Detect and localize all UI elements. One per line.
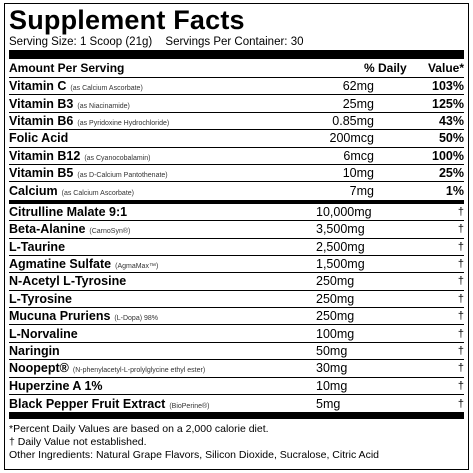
vitamin-row (9, 182, 464, 199)
nutrient-source-note: (N-phenylacetyl-L-prolylglycine ethyl ester) (72, 367, 206, 375)
pct-daily-header: % Daily (364, 61, 407, 75)
nutrient-name-text: Vitamin B5 (9, 166, 74, 181)
ingredient-row (9, 308, 464, 325)
nutrient-amount: 5mg (316, 396, 341, 411)
nutrient-amount: 250mg (316, 291, 355, 306)
vitamin-row (9, 113, 464, 130)
nutrient-name-text: Naringin (9, 344, 60, 359)
nutrient-name-text: Calcium (9, 184, 58, 199)
footnote-daily-values: *Percent Daily Values are based on a 2,000 calorie diet. (9, 423, 269, 436)
nutrient-daily-value: 25% (438, 166, 464, 181)
nutrient-name (9, 114, 316, 128)
ingredient-row (9, 273, 464, 290)
nutrient-daily-value: † (457, 327, 464, 340)
nutrient-daily-value: † (457, 240, 464, 253)
nutrient-name-text: Mucuna Pruriens (9, 309, 111, 324)
nutrient-daily-value: 43% (438, 113, 464, 128)
nutrient-amount: 0.85mg (332, 113, 374, 128)
nutrient-amount: 30mg (316, 361, 348, 376)
ingredient-row (9, 378, 464, 395)
ingredient-row (9, 256, 464, 273)
footnote-dagger: † Daily Value not established. (9, 436, 147, 449)
nutrient-source-note: (as D-Calcium Pantothenate) (77, 172, 168, 180)
nutrient-daily-value: † (457, 205, 464, 218)
nutrient-source-note: (CarnoSyn®) (89, 228, 131, 236)
nutrient-name (9, 361, 316, 375)
vitamin-row (9, 148, 464, 165)
vitamin-row (9, 165, 464, 182)
bottom-divider (9, 412, 464, 419)
nutrient-source-note: (L-Dopa) 98% (114, 315, 158, 323)
nutrient-name (9, 274, 316, 288)
nutrient-name (9, 184, 316, 198)
footnotes (9, 423, 464, 462)
nutrient-name-text: Beta-Alanine (9, 222, 86, 237)
nutrient-daily-value: † (457, 292, 464, 305)
nutrient-daily-value: † (457, 345, 464, 358)
vitamin-row (9, 78, 464, 95)
supplement-facts-panel (4, 3, 469, 470)
nutrient-source-note: (AgmaMax™) (115, 263, 159, 271)
nutrient-amount: 7mg (349, 184, 374, 199)
ingredient-row (9, 360, 464, 377)
panel-title: Supplement Facts (9, 5, 245, 35)
nutrient-daily-value: 1% (445, 184, 464, 199)
ingredient-row (9, 221, 464, 238)
nutrient-daily-value: 125% (432, 96, 464, 111)
nutrient-name (9, 379, 316, 393)
nutrient-name (9, 327, 316, 341)
nutrient-name-text: L-Tyrosine (9, 291, 72, 306)
nutrient-name-text: Vitamin B12 (9, 148, 81, 163)
nutrient-daily-value: 50% (438, 131, 464, 146)
nutrient-name-text: Vitamin C (9, 79, 67, 94)
amount-header: Amount Per Serving (9, 61, 125, 75)
nutrient-daily-value: † (457, 310, 464, 323)
nutrient-amount: 1,500mg (316, 257, 365, 272)
nutrient-name-text: Citrulline Malate 9:1 (9, 204, 128, 219)
nutrient-daily-value: † (457, 275, 464, 288)
nutrient-daily-value: 103% (432, 79, 464, 94)
serving-size: Serving Size: 1 Scoop (21g) (9, 36, 153, 48)
nutrient-name (9, 222, 316, 236)
nutrient-name-text: Folic Acid (9, 131, 69, 146)
nutrient-source-note: (BioPerine®) (169, 402, 210, 410)
nutrient-name-text: Agmatine Sulfate (9, 257, 112, 272)
nutrient-amount: 250mg (316, 309, 355, 324)
thick-divider (9, 50, 464, 59)
nutrient-source-note: (as Pyridoxine Hydrochloride) (77, 119, 170, 127)
nutrient-amount: 250mg (316, 274, 355, 289)
nutrient-name (9, 97, 316, 111)
nutrient-name (9, 79, 316, 93)
nutrient-name-text: Vitamin B6 (9, 113, 74, 128)
ingredient-row (9, 291, 464, 308)
nutrient-amount: 3,500mg (316, 222, 365, 237)
nutrient-name (9, 292, 316, 306)
nutrient-source-note: (as Calcium Ascorbate) (70, 85, 143, 93)
nutrient-daily-value: † (457, 397, 464, 410)
nutrient-name-text: Black Pepper Fruit Extract (9, 396, 166, 411)
nutrient-name (9, 131, 316, 145)
nutrient-name (9, 344, 316, 358)
other-ingredients: Other Ingredients: Natural Grape Flavors, Silicon Dioxide, Sucralose, Citric Acid (9, 449, 379, 462)
ingredient-row (9, 343, 464, 360)
nutrient-amount: 10,000mg (316, 204, 372, 219)
nutrient-daily-value: † (457, 223, 464, 236)
nutrient-name-text: L-Norvaline (9, 326, 78, 341)
nutrient-daily-value: † (457, 362, 464, 375)
nutrient-amount: 50mg (316, 344, 348, 359)
ingredient-row (9, 395, 464, 412)
nutrient-amount: 100mg (316, 326, 355, 341)
nutrient-name-text: L-Taurine (9, 239, 66, 254)
column-header (9, 59, 464, 78)
nutrient-amount: 6mcg (343, 148, 374, 163)
vitamin-row (9, 95, 464, 112)
nutrient-name (9, 257, 316, 271)
ingredient-row (9, 204, 464, 221)
nutrient-source-note: (as Calcium Ascorbate) (61, 190, 134, 198)
nutrient-name-text: Vitamin B3 (9, 96, 74, 111)
serving-info (9, 35, 464, 50)
nutrient-name (9, 309, 316, 323)
ingredient-list (9, 204, 464, 413)
nutrient-name (9, 240, 316, 254)
nutrient-source-note: (as Niacinamide) (77, 102, 130, 110)
nutrient-name (9, 166, 316, 180)
nutrient-source-note: (as Cyanocobalamin) (84, 154, 151, 162)
nutrient-daily-value: † (457, 258, 464, 271)
ingredient-row (9, 325, 464, 342)
servings-per-container: Servings Per Container: 30 (165, 36, 304, 48)
nutrient-amount: 10mg (342, 166, 374, 181)
ingredient-row (9, 239, 464, 256)
nutrient-daily-value: 100% (432, 148, 464, 163)
nutrient-name (9, 397, 316, 411)
nutrient-name-text: Huperzine A 1% (9, 378, 103, 393)
value-header: Value* (427, 61, 464, 75)
nutrient-daily-value: † (457, 379, 464, 392)
nutrient-amount: 2,500mg (316, 239, 365, 254)
nutrient-amount: 62mg (342, 79, 374, 94)
nutrient-amount: 10mg (316, 378, 348, 393)
nutrient-name-text: Noopept® (9, 361, 69, 376)
nutrient-name (9, 205, 316, 219)
nutrient-name (9, 149, 316, 163)
nutrient-name-text: N-Acetyl L-Tyrosine (9, 274, 127, 289)
vitamin-row (9, 130, 464, 147)
nutrient-amount: 25mg (342, 96, 374, 111)
nutrient-amount: 200mcg (329, 131, 374, 146)
vitamin-list (9, 78, 464, 200)
